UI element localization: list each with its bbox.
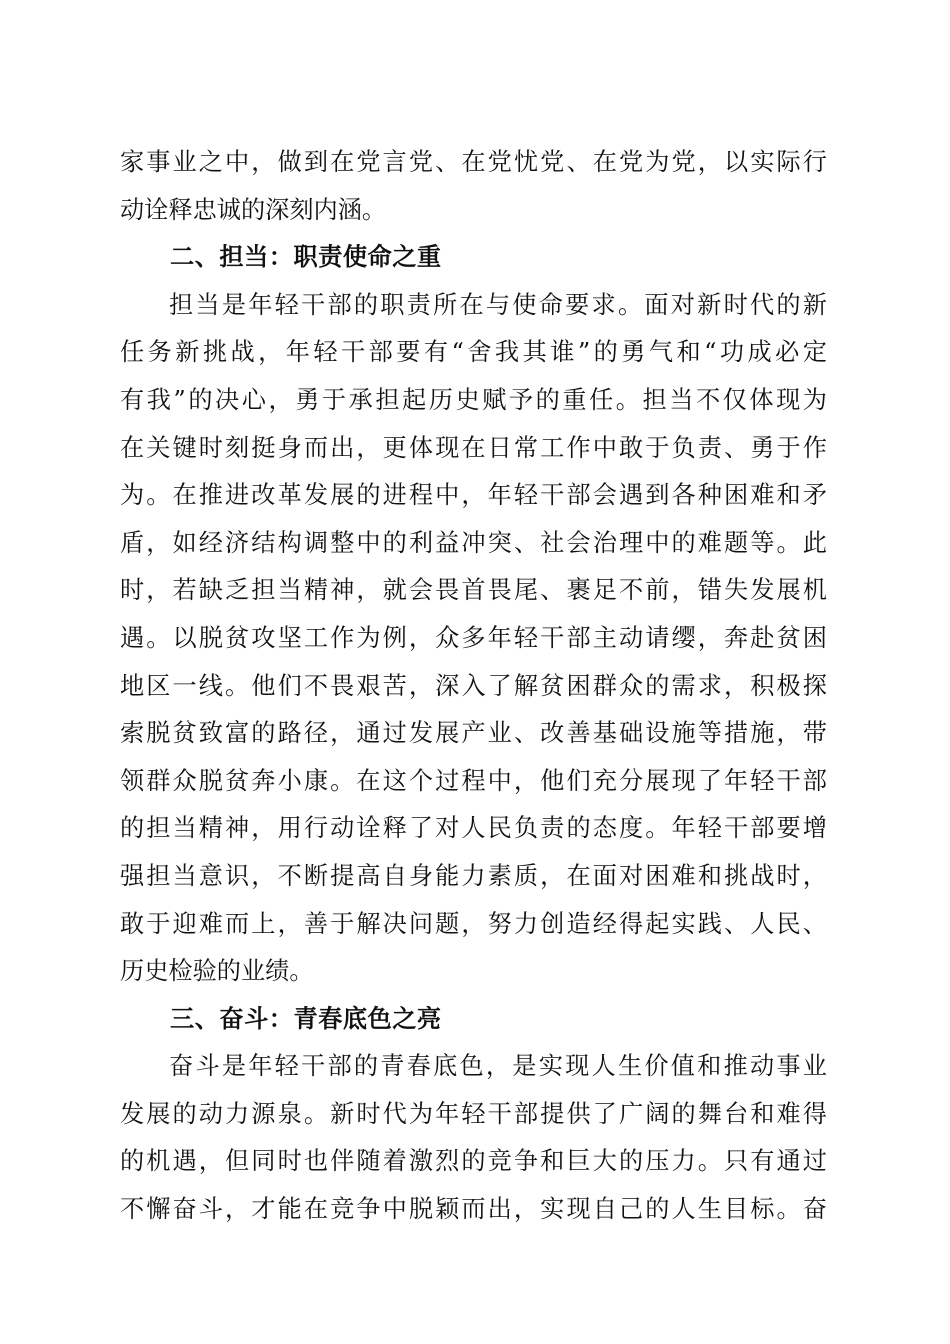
body-text-line: 为。在推进改革发展的进程中，年轻干部会遇到各种困难和矛 (120, 481, 827, 510)
body-text-line: 遇。以脱贫攻坚工作为例，众多年轻干部主动请缨，奔赴贫困 (120, 623, 827, 652)
body-text-line: 领群众脱贫奔小康。在这个过程中，他们充分展现了年轻干部 (120, 766, 827, 795)
body-text-line: 历史检验的业绩。 (120, 957, 314, 986)
body-text-line: 担当是年轻干部的职责所在与使命要求。面对新时代的新 (169, 290, 827, 319)
body-text-line: 在关键时刻挺身而出，更体现在日常工作中敢于负责、勇于作 (120, 433, 827, 462)
body-text-line: 地区一线。他们不畏艰苦，深入了解贫困群众的需求，积极探 (120, 671, 827, 700)
body-text-line: 动诠释忠诚的深刻内涵。 (120, 195, 387, 224)
body-text-line: 盾，如经济结构调整中的利益冲突、社会治理中的难题等。此 (120, 528, 827, 557)
body-text-line: 强担当意识，不断提高自身能力素质，在面对困难和挑战时， (120, 861, 827, 890)
body-text-line: 索脱贫致富的路径，通过发展产业、改善基础设施等措施，带 (120, 719, 827, 748)
body-text-line: 的担当精神，用行动诠释了对人民负责的态度。年轻干部要增 (120, 814, 827, 843)
body-text-line: 家事业之中，做到在党言党、在党忧党、在党为党，以实际行 (120, 148, 827, 176)
body-text-line: 不懈奋斗，才能在竞争中脱颖而出，实现自己的人生目标。奋 (120, 1195, 827, 1224)
section-heading: 三、奋斗：青春底色之亮 (170, 1004, 442, 1033)
body-text-line: 任务新挑战，年轻干部要有“舍我其谁”的勇气和“功成必定 (120, 338, 827, 367)
section-heading: 二、担当：职责使命之重 (170, 243, 442, 272)
body-text-line: 时，若缺乏担当精神，就会畏首畏尾、裹足不前，错失发展机 (120, 576, 827, 605)
body-text-line: 的机遇，但同时也伴随着激烈的竞争和巨大的压力。只有通过 (120, 1147, 827, 1176)
body-text-line: 发展的动力源泉。新时代为年轻干部提供了广阔的舞台和难得 (120, 1099, 827, 1128)
body-text-line: 有我”的决心，勇于承担起历史赋予的重任。担当不仅体现为 (120, 385, 827, 414)
body-text-line: 奋斗是年轻干部的青春底色，是实现人生价值和推动事业 (169, 1052, 827, 1081)
body-text-line: 敢于迎难而上，善于解决问题，努力创造经得起实践、人民、 (120, 909, 827, 938)
document-page (120, 139, 827, 1234)
